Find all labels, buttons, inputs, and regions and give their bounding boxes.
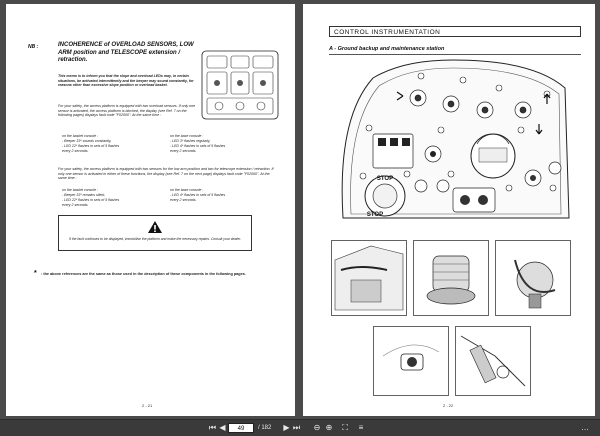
subsection-title: A - Ground backup and maintenance station bbox=[329, 46, 445, 52]
base-console-line: - LED 4* flashes in sets of 5 flashes bbox=[170, 193, 226, 198]
basket-console-line: every 2 seconds. bbox=[62, 149, 89, 154]
plug-socket-diagram bbox=[373, 326, 449, 396]
footnote-text: : the above references are the same as those used in the description of these components in the following pages. bbox=[41, 272, 246, 276]
warning-box bbox=[58, 215, 252, 251]
basket-console-line: - LED 22* flashes in sets of 5 flashes bbox=[62, 144, 120, 149]
zoom-out-icon[interactable]: ⊖ bbox=[313, 423, 321, 432]
footnote-asterisk: * bbox=[34, 270, 37, 277]
display-gauge bbox=[471, 134, 515, 178]
base-console-block-1 bbox=[170, 134, 225, 154]
stop-button-diagram bbox=[365, 176, 405, 216]
basket-console-title-2: on the basket console : bbox=[62, 188, 98, 192]
note-heading: INCOHERENCE of OVERLOAD SENSORS, LOW ARM position and TELESCOPE extension / retraction. bbox=[58, 42, 194, 63]
basket-console-line: - Beeper 33* sounds constantly, bbox=[62, 139, 112, 144]
safety-paragraph-1: For your safety, the access platform is equipped with two overload sensors. If only one sensor is activated, the access platform is blocked, the display (see Ref. 7 on the following pages) displays fault code "F02000". At the same time : bbox=[58, 104, 196, 118]
access-panel-diagram bbox=[331, 240, 407, 316]
ground-station-panel-diagram bbox=[333, 58, 573, 228]
page-number-right: 2 - 22 bbox=[443, 403, 454, 408]
stop-label-bottom: STOP bbox=[366, 212, 384, 218]
stop-label-top: STOP bbox=[376, 176, 394, 182]
nb-label: NB : bbox=[28, 44, 39, 50]
fit-page-icon[interactable]: ⛶ bbox=[342, 423, 348, 432]
base-console-line: every 2 seconds. bbox=[170, 198, 197, 203]
base-console-line: - LED 4* flashes in sets of 5 flashes bbox=[170, 144, 226, 149]
safety-paragraph-2: For your safety, the access platform is equipped with two sensors for the low arm position and two for telescope extension / retraction. If only one sensor is activated in either of these functions, the display (see Ref. 7 on the next page) displays fault code "F02000". At the same time : bbox=[58, 167, 274, 181]
basket-console-line: - LED 22* flashes in sets of 5 flashes bbox=[62, 198, 120, 203]
page-number-left: 2 - 21 bbox=[142, 403, 153, 408]
cylinder-diagram bbox=[455, 326, 531, 396]
first-page-icon[interactable]: ⏮ bbox=[208, 423, 217, 432]
warning-icon bbox=[147, 220, 163, 234]
memo-paragraph: This memo is to inform you that the slope and overload LEDs may, in certain situations, be activated intermittently and the beeper may sound constantly, for reasons other than excessive slope position or overload basket. bbox=[58, 74, 194, 88]
beacon-light-diagram bbox=[413, 240, 489, 316]
basket-console-line: every 2 seconds. bbox=[62, 203, 89, 208]
warning-text: If the fault continues to be displayed, immobilise the platform and make the necessary repairs. Consult your dealer. bbox=[68, 237, 242, 241]
basket-console-block-2 bbox=[62, 188, 119, 208]
base-console-line: - LED 3* flashes regularly, bbox=[170, 139, 211, 144]
menu-icon[interactable]: ≡ bbox=[358, 423, 364, 432]
base-console-title-1: on the base console : bbox=[170, 134, 204, 138]
base-console-title-2: on the base console : bbox=[170, 188, 204, 192]
hydraulic-unit-diagram bbox=[495, 240, 571, 316]
basket-console-title-1: on the basket console : bbox=[62, 134, 98, 138]
base-console-block-2 bbox=[170, 188, 225, 203]
next-page-icon[interactable]: ▶ bbox=[283, 423, 290, 432]
basket-console-block-1 bbox=[62, 134, 119, 154]
zoom-in-icon[interactable]: ⊕ bbox=[325, 423, 333, 432]
prev-page-icon[interactable]: ◀ bbox=[219, 423, 226, 432]
right-page bbox=[303, 4, 595, 416]
last-page-icon[interactable]: ⏭ bbox=[292, 423, 301, 432]
basket-console-line: - Beeper 33* remains silent, bbox=[62, 193, 106, 198]
viewer-toolbar bbox=[0, 419, 600, 436]
base-console-line: every 2 seconds. bbox=[170, 149, 197, 154]
basket-console-diagram bbox=[201, 50, 279, 120]
more-options-icon[interactable]: … bbox=[581, 423, 589, 432]
page-number-input[interactable]: 49 bbox=[228, 423, 254, 433]
section-title: CONTROL INSTRUMENTATION bbox=[329, 26, 581, 37]
subsection-rule bbox=[329, 54, 581, 55]
total-pages: / 182 bbox=[258, 425, 272, 431]
left-page bbox=[6, 4, 295, 416]
